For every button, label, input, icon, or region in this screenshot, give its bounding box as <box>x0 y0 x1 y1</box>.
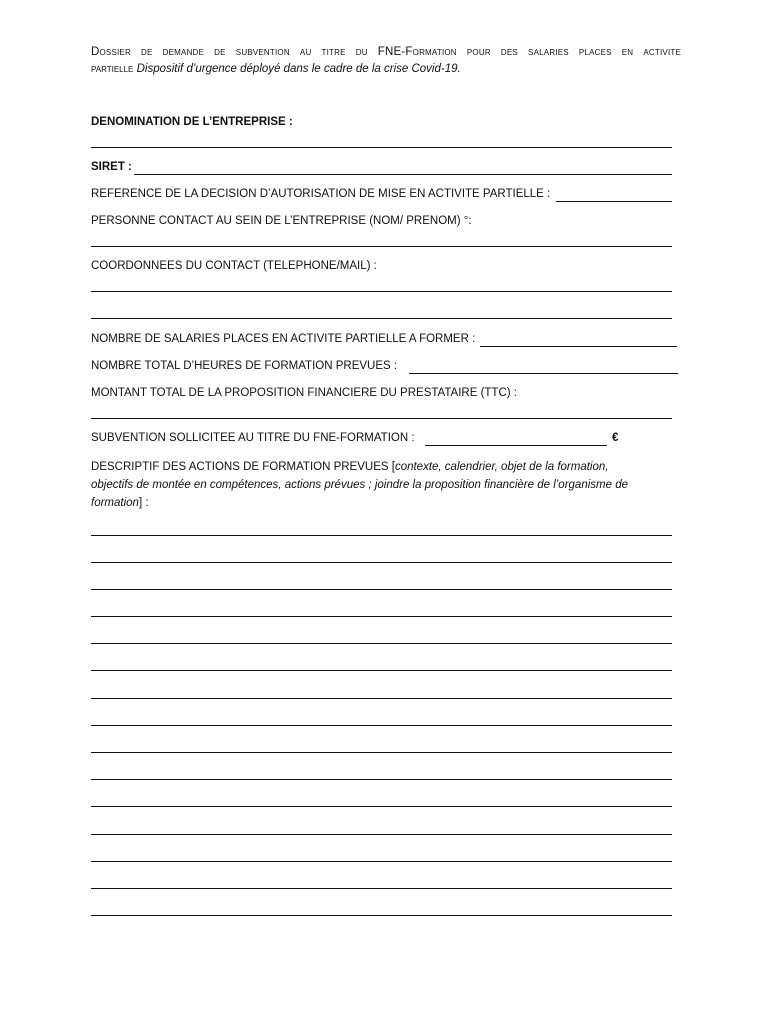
descriptif-answer-line[interactable] <box>91 752 672 753</box>
descriptif-answer-line[interactable] <box>91 806 672 807</box>
document-title-line1: Dossier de demande de subvention au titre du FNE-Formation pour des salaries places en activite <box>91 46 681 58</box>
nombre-heures-answer-line[interactable] <box>409 373 678 374</box>
descriptif-answer-line[interactable] <box>91 834 672 835</box>
denomination-answer-line[interactable] <box>91 147 672 148</box>
siret-field <box>91 161 132 173</box>
descriptif-label-start: DESCRIPTIF DES ACTIONS DE FORMATION PREVUES [ <box>91 461 395 473</box>
nombre-salaries-answer-line[interactable] <box>480 346 677 347</box>
euro-sign: € <box>612 432 619 444</box>
document-header <box>91 44 681 78</box>
subvention-answer-line[interactable] <box>425 445 607 446</box>
descriptif-answer-line[interactable] <box>91 725 672 726</box>
descriptif-answer-line[interactable] <box>91 670 672 671</box>
descriptif-answer-line[interactable] <box>91 888 672 889</box>
descriptif-answer-line[interactable] <box>91 643 672 644</box>
descriptif-answer-line[interactable] <box>91 698 672 699</box>
descriptif-answer-line[interactable] <box>91 535 672 536</box>
reference-answer-line[interactable] <box>556 201 672 202</box>
siret-label: SIRET : <box>91 161 132 173</box>
nombre-heures-label: NOMBRE TOTAL D’HEURES DE FORMATION PREVUES : <box>91 360 398 372</box>
document-subtitle: Dispositif d’urgence déployé dans le cadre de la crise Covid-19. <box>136 63 461 75</box>
coordonnees-answer-line-2[interactable] <box>91 318 672 319</box>
document-title-line2-start: partielle <box>91 63 134 75</box>
document-title-line2 <box>91 61 681 78</box>
descriptif-details: contexte, calendrier, objet de la formation, objectifs de montée en compétences, actions prévues ; joindre la proposition financière de l’organisme de formation <box>91 461 628 509</box>
reference-label: REFERENCE DE LA DECISION D’AUTORISATION DE MISE EN ACTIVITE PARTIELLE : <box>91 188 551 200</box>
descriptif-answer-line[interactable] <box>91 562 672 563</box>
descriptif-label-end: ] : <box>138 497 149 509</box>
descriptif-answer-line[interactable] <box>91 861 672 862</box>
nombre-salaries-label: NOMBRE DE SALARIES PLACES EN ACTIVITE PARTIELLE A FORMER : <box>91 333 476 345</box>
montant-total-label: MONTANT TOTAL DE LA PROPOSITION FINANCIERE DU PRESTATAIRE (TTC) : <box>91 387 517 399</box>
descriptif-answer-line[interactable] <box>91 915 672 916</box>
siret-answer-line[interactable] <box>134 174 672 175</box>
subvention-field <box>91 432 415 444</box>
denomination-label: DENOMINATION DE L’ENTREPRISE : <box>91 116 293 128</box>
descriptif-answer-line[interactable] <box>91 779 672 780</box>
descriptif-label <box>91 458 651 512</box>
personne-contact-label: PERSONNE CONTACT AU SEIN DE L’ENTREPRISE (NOM/ PRENOM) °: <box>91 215 472 227</box>
descriptif-answer-line[interactable] <box>91 616 672 617</box>
montant-total-answer-line[interactable] <box>91 418 672 419</box>
coordonnees-answer-line-1[interactable] <box>91 291 672 292</box>
coordonnees-label: COORDONNEES DU CONTACT (TELEPHONE/MAIL) : <box>91 260 377 272</box>
descriptif-answer-line[interactable] <box>91 589 672 590</box>
personne-contact-answer-line[interactable] <box>91 246 672 247</box>
subvention-label: SUBVENTION SOLLICITEE AU TITRE DU FNE-FORMATION : <box>91 432 415 444</box>
